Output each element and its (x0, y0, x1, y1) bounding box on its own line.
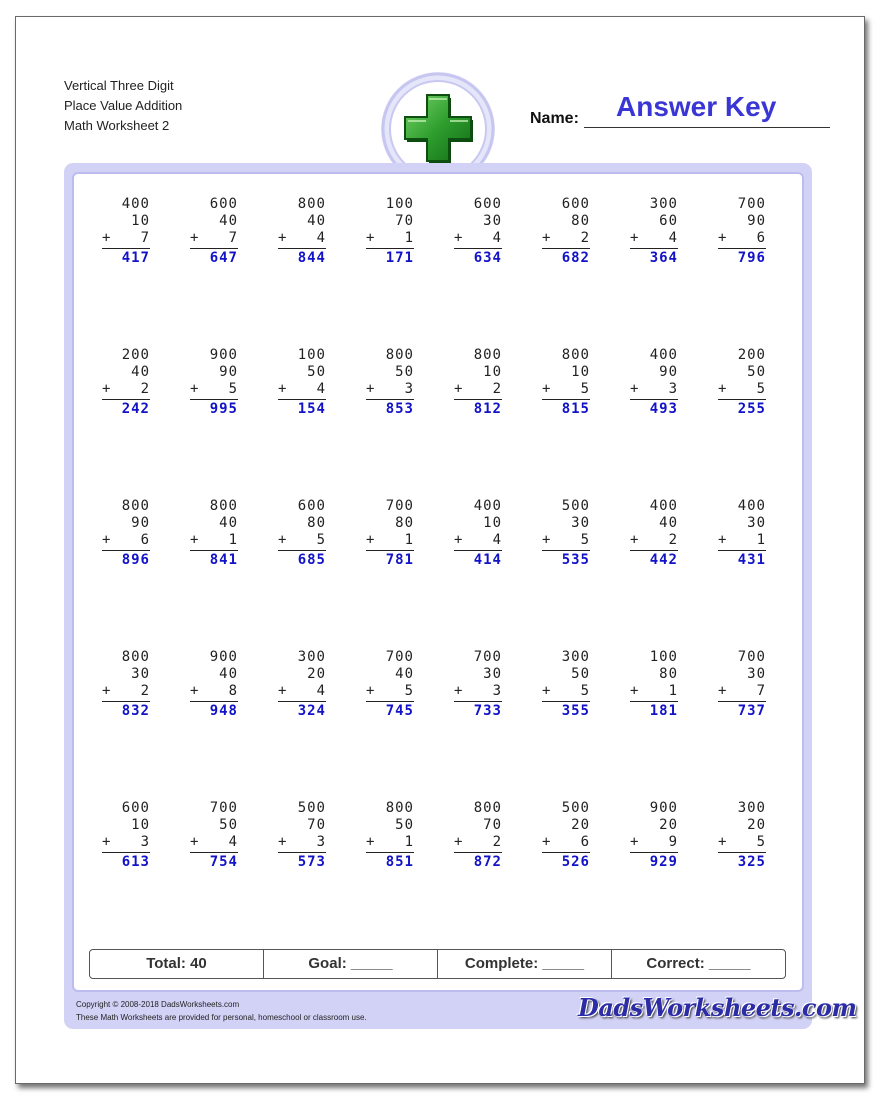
addend-tens: 40 (307, 213, 326, 229)
addend-hundreds: 400 (649, 347, 678, 363)
addend-ones: 3 (668, 381, 678, 397)
addition-problem (278, 196, 326, 267)
answer-value: 181 (649, 703, 678, 719)
addend-tens: 30 (747, 515, 766, 531)
addend-ones: 1 (228, 532, 238, 548)
addend-hundreds: 400 (473, 498, 502, 514)
sum-line (454, 248, 502, 249)
addend-hundreds: 700 (209, 800, 238, 816)
sum-line (278, 852, 326, 853)
plus-sign: + (102, 683, 112, 699)
answer-value: 154 (297, 401, 326, 417)
sum-line (190, 248, 238, 249)
addend-ones: 2 (492, 834, 502, 850)
addend-hundreds: 500 (561, 498, 590, 514)
addend-ones: 5 (580, 683, 590, 699)
answer-value: 685 (297, 552, 326, 568)
sum-line (190, 701, 238, 702)
addend-tens: 50 (395, 817, 414, 833)
plus-sign: + (542, 532, 552, 548)
sum-line (278, 701, 326, 702)
answer-value: 613 (121, 854, 150, 870)
plus-sign: + (190, 834, 200, 850)
addition-problem (366, 196, 414, 267)
addend-hundreds: 800 (473, 800, 502, 816)
addend-tens: 80 (659, 666, 678, 682)
addition-problem (718, 498, 766, 569)
addend-tens: 20 (307, 666, 326, 682)
plus-sign: + (278, 230, 288, 246)
plus-sign: + (190, 230, 200, 246)
addend-hundreds: 100 (385, 196, 414, 212)
addend-tens: 90 (747, 213, 766, 229)
answer-value: 995 (209, 401, 238, 417)
answer-value: 832 (121, 703, 150, 719)
plus-sign: + (542, 834, 552, 850)
answer-key-label: Answer Key (616, 91, 777, 122)
sum-line (190, 399, 238, 400)
addend-tens: 30 (747, 666, 766, 682)
addend-tens: 90 (131, 515, 150, 531)
answer-value: 844 (297, 250, 326, 266)
addend-tens: 40 (219, 666, 238, 682)
title-line-1: Vertical Three Digit (64, 78, 174, 93)
addend-hundreds: 700 (473, 649, 502, 665)
addend-hundreds: 600 (561, 196, 590, 212)
addition-problem (542, 196, 590, 267)
sum-line (102, 701, 150, 702)
addend-hundreds: 800 (473, 347, 502, 363)
addend-tens: 70 (307, 817, 326, 833)
addition-problem (278, 498, 326, 569)
addition-problem (454, 800, 502, 871)
answer-value: 526 (561, 854, 590, 870)
plus-sign: + (366, 230, 376, 246)
addend-tens: 20 (747, 817, 766, 833)
addition-problem (718, 347, 766, 418)
answer-value: 929 (649, 854, 678, 870)
addend-hundreds: 400 (121, 196, 150, 212)
addend-tens: 90 (659, 364, 678, 380)
answer-value: 948 (209, 703, 238, 719)
problems-panel (72, 172, 804, 992)
total-cell: Total: 40 (90, 950, 264, 978)
sum-line (366, 852, 414, 853)
title-line-2: Place Value Addition (64, 98, 183, 113)
plus-sign: + (190, 381, 200, 397)
plus-sign: + (718, 683, 728, 699)
answer-value: 493 (649, 401, 678, 417)
addend-hundreds: 800 (209, 498, 238, 514)
plus-sign: + (454, 532, 464, 548)
plus-sign: + (190, 683, 200, 699)
sum-line (278, 248, 326, 249)
addition-problem (102, 649, 150, 720)
answer-value: 647 (209, 250, 238, 266)
addend-ones: 4 (316, 230, 326, 246)
addend-ones: 5 (756, 381, 766, 397)
answer-value: 796 (737, 250, 766, 266)
answer-value: 872 (473, 854, 502, 870)
addend-hundreds: 800 (121, 498, 150, 514)
addend-hundreds: 800 (121, 649, 150, 665)
addend-tens: 70 (483, 817, 502, 833)
addend-tens: 30 (131, 666, 150, 682)
addition-problem (542, 498, 590, 569)
addend-tens: 80 (571, 213, 590, 229)
sum-line (630, 550, 678, 551)
sum-line (102, 399, 150, 400)
addend-ones: 6 (756, 230, 766, 246)
sum-line (718, 399, 766, 400)
answer-value: 682 (561, 250, 590, 266)
sum-line (542, 852, 590, 853)
addition-problem (190, 196, 238, 267)
addend-tens: 70 (395, 213, 414, 229)
answer-value: 431 (737, 552, 766, 568)
addend-ones: 4 (316, 683, 326, 699)
plus-sign: + (102, 532, 112, 548)
addition-problem (454, 196, 502, 267)
addend-tens: 30 (571, 515, 590, 531)
plus-sign: + (718, 834, 728, 850)
addend-ones: 9 (668, 834, 678, 850)
answer-value: 851 (385, 854, 414, 870)
addition-problem (278, 800, 326, 871)
addend-hundreds: 300 (297, 649, 326, 665)
addend-hundreds: 100 (649, 649, 678, 665)
addend-ones: 8 (228, 683, 238, 699)
plus-sign: + (278, 683, 288, 699)
addend-tens: 10 (483, 515, 502, 531)
addend-hundreds: 300 (649, 196, 678, 212)
plus-sign: + (630, 532, 640, 548)
addition-problem (190, 649, 238, 720)
addition-problem (102, 800, 150, 871)
addition-problem (102, 498, 150, 569)
addend-tens: 40 (395, 666, 414, 682)
plus-sign: + (542, 230, 552, 246)
addend-hundreds: 700 (385, 649, 414, 665)
plus-sign: + (454, 381, 464, 397)
addend-ones: 5 (580, 381, 590, 397)
goal-cell: Goal: _____ (264, 950, 438, 978)
addition-problem (630, 649, 678, 720)
sum-line (718, 248, 766, 249)
addition-problem (454, 347, 502, 418)
plus-sign: + (366, 834, 376, 850)
plus-sign: + (630, 834, 640, 850)
addend-hundreds: 400 (737, 498, 766, 514)
addend-hundreds: 600 (473, 196, 502, 212)
answer-value: 242 (121, 401, 150, 417)
sum-line (190, 550, 238, 551)
addend-tens: 50 (307, 364, 326, 380)
addend-hundreds: 800 (297, 196, 326, 212)
addend-ones: 7 (756, 683, 766, 699)
addend-ones: 6 (140, 532, 150, 548)
sum-line (630, 248, 678, 249)
addend-hundreds: 600 (209, 196, 238, 212)
addend-ones: 3 (492, 683, 502, 699)
sum-line (278, 550, 326, 551)
sum-line (366, 399, 414, 400)
addition-problem (630, 498, 678, 569)
answer-value: 417 (121, 250, 150, 266)
addend-ones: 4 (492, 532, 502, 548)
addend-hundreds: 100 (297, 347, 326, 363)
sum-line (542, 248, 590, 249)
addend-hundreds: 800 (385, 347, 414, 363)
addend-tens: 10 (483, 364, 502, 380)
copyright-text: Copyright © 2008-2018 DadsWorksheets.com (76, 1000, 240, 1009)
addition-problem (718, 196, 766, 267)
addition-problem (102, 347, 150, 418)
plus-sign: + (278, 532, 288, 548)
addend-ones: 5 (580, 532, 590, 548)
answer-value: 733 (473, 703, 502, 719)
footer-text (76, 998, 367, 1024)
addition-problem (278, 649, 326, 720)
addend-tens: 40 (219, 213, 238, 229)
addend-hundreds: 900 (649, 800, 678, 816)
addition-problem (366, 498, 414, 569)
plus-sign: + (366, 381, 376, 397)
sum-line (718, 852, 766, 853)
plus-sign: + (542, 381, 552, 397)
answer-value: 896 (121, 552, 150, 568)
name-line (584, 127, 830, 128)
worksheet-title (64, 76, 182, 136)
sum-line (630, 701, 678, 702)
addition-problem (366, 649, 414, 720)
addition-problem (366, 347, 414, 418)
plus-sign: + (190, 532, 200, 548)
addend-ones: 1 (404, 532, 414, 548)
answer-value: 634 (473, 250, 502, 266)
sum-line (366, 248, 414, 249)
sum-line (454, 550, 502, 551)
addend-tens: 40 (219, 515, 238, 531)
sum-line (102, 248, 150, 249)
addend-hundreds: 500 (297, 800, 326, 816)
addend-tens: 50 (747, 364, 766, 380)
answer-value: 815 (561, 401, 590, 417)
addend-tens: 80 (307, 515, 326, 531)
addend-tens: 10 (131, 817, 150, 833)
addend-hundreds: 300 (561, 649, 590, 665)
addend-hundreds: 600 (121, 800, 150, 816)
plus-sign: + (102, 834, 112, 850)
addition-problem (190, 347, 238, 418)
addition-problem (718, 649, 766, 720)
plus-sign: + (278, 381, 288, 397)
addend-hundreds: 900 (209, 347, 238, 363)
addend-ones: 2 (140, 683, 150, 699)
addend-ones: 4 (668, 230, 678, 246)
addend-ones: 3 (316, 834, 326, 850)
complete-cell: Complete: _____ (438, 950, 612, 978)
answer-value: 754 (209, 854, 238, 870)
addend-tens: 10 (131, 213, 150, 229)
plus-sign: + (630, 683, 640, 699)
score-row (89, 949, 786, 979)
sum-line (542, 701, 590, 702)
addition-problem (278, 347, 326, 418)
addition-problem (542, 649, 590, 720)
addend-hundreds: 900 (209, 649, 238, 665)
sum-line (454, 399, 502, 400)
answer-value: 255 (737, 401, 766, 417)
addend-tens: 90 (219, 364, 238, 380)
addend-tens: 40 (659, 515, 678, 531)
addend-hundreds: 300 (737, 800, 766, 816)
addend-hundreds: 700 (385, 498, 414, 514)
answer-value: 442 (649, 552, 678, 568)
addend-hundreds: 700 (737, 649, 766, 665)
answer-value: 781 (385, 552, 414, 568)
sum-line (542, 550, 590, 551)
addend-tens: 20 (571, 817, 590, 833)
sum-line (454, 852, 502, 853)
sum-line (366, 701, 414, 702)
answer-value: 737 (737, 703, 766, 719)
addend-ones: 2 (492, 381, 502, 397)
plus-sign: + (718, 230, 728, 246)
addend-tens: 30 (483, 666, 502, 682)
sum-line (102, 550, 150, 551)
sum-line (278, 399, 326, 400)
addend-ones: 6 (580, 834, 590, 850)
answer-value: 355 (561, 703, 590, 719)
addend-tens: 60 (659, 213, 678, 229)
addition-problem (630, 800, 678, 871)
addend-tens: 10 (571, 364, 590, 380)
addition-problem (366, 800, 414, 871)
name-label: Name: (530, 110, 579, 127)
sum-line (454, 701, 502, 702)
plus-sign: + (718, 381, 728, 397)
addend-ones: 5 (228, 381, 238, 397)
plus-sign: + (542, 683, 552, 699)
sum-line (630, 852, 678, 853)
addend-tens: 30 (483, 213, 502, 229)
answer-value: 841 (209, 552, 238, 568)
addition-problem (190, 498, 238, 569)
plus-sign: + (454, 683, 464, 699)
plus-sign: + (366, 532, 376, 548)
addend-ones: 4 (316, 381, 326, 397)
sum-line (542, 399, 590, 400)
sum-line (630, 399, 678, 400)
answer-value: 745 (385, 703, 414, 719)
addition-problem (630, 196, 678, 267)
addend-hundreds: 700 (737, 196, 766, 212)
plus-sign: + (630, 230, 640, 246)
addend-ones: 1 (404, 834, 414, 850)
title-line-3: Math Worksheet 2 (64, 118, 170, 133)
answer-value: 812 (473, 401, 502, 417)
addition-problem (454, 498, 502, 569)
addition-problem (454, 649, 502, 720)
correct-cell: Correct: _____ (646, 955, 751, 972)
brand-logo: DadsWorksheets.com (578, 993, 857, 1022)
addend-ones: 3 (404, 381, 414, 397)
addend-tens: 40 (131, 364, 150, 380)
addend-ones: 2 (580, 230, 590, 246)
usage-notice: These Math Worksheets are provided for personal, homeschool or classroom use. (76, 1013, 367, 1022)
addend-ones: 5 (404, 683, 414, 699)
addition-problem (542, 800, 590, 871)
addition-problem (190, 800, 238, 871)
addend-ones: 5 (316, 532, 326, 548)
addend-tens: 80 (395, 515, 414, 531)
addend-hundreds: 400 (649, 498, 678, 514)
answer-value: 325 (737, 854, 766, 870)
addend-ones: 2 (668, 532, 678, 548)
sum-line (190, 852, 238, 853)
sum-line (718, 550, 766, 551)
addend-ones: 1 (668, 683, 678, 699)
addend-ones: 1 (756, 532, 766, 548)
plus-sign: + (630, 381, 640, 397)
addend-tens: 50 (219, 817, 238, 833)
addend-ones: 3 (140, 834, 150, 850)
plus-sign: + (278, 834, 288, 850)
answer-value: 324 (297, 703, 326, 719)
plus-sign: + (102, 230, 112, 246)
addend-hundreds: 500 (561, 800, 590, 816)
answer-value: 364 (649, 250, 678, 266)
answer-value: 853 (385, 401, 414, 417)
addition-problem (102, 196, 150, 267)
addend-ones: 7 (140, 230, 150, 246)
plus-sign: + (102, 381, 112, 397)
addition-problem (630, 347, 678, 418)
sum-line (718, 701, 766, 702)
plus-sign: + (366, 683, 376, 699)
addend-hundreds: 200 (737, 347, 766, 363)
addend-ones: 2 (140, 381, 150, 397)
plus-sign: + (454, 834, 464, 850)
sum-line (366, 550, 414, 551)
addend-ones: 5 (756, 834, 766, 850)
addend-ones: 4 (228, 834, 238, 850)
addend-ones: 7 (228, 230, 238, 246)
addend-tens: 50 (571, 666, 590, 682)
plus-sign: + (454, 230, 464, 246)
addition-problem (718, 800, 766, 871)
addend-ones: 4 (492, 230, 502, 246)
answer-value: 171 (385, 250, 414, 266)
answer-value: 535 (561, 552, 590, 568)
answer-value: 573 (297, 854, 326, 870)
addend-hundreds: 600 (297, 498, 326, 514)
plus-sign: + (718, 532, 728, 548)
addend-tens: 50 (395, 364, 414, 380)
addend-tens: 20 (659, 817, 678, 833)
addend-ones: 1 (404, 230, 414, 246)
addend-hundreds: 200 (121, 347, 150, 363)
sum-line (102, 852, 150, 853)
addend-hundreds: 800 (385, 800, 414, 816)
addend-hundreds: 800 (561, 347, 590, 363)
addition-problem (542, 347, 590, 418)
answer-value: 414 (473, 552, 502, 568)
